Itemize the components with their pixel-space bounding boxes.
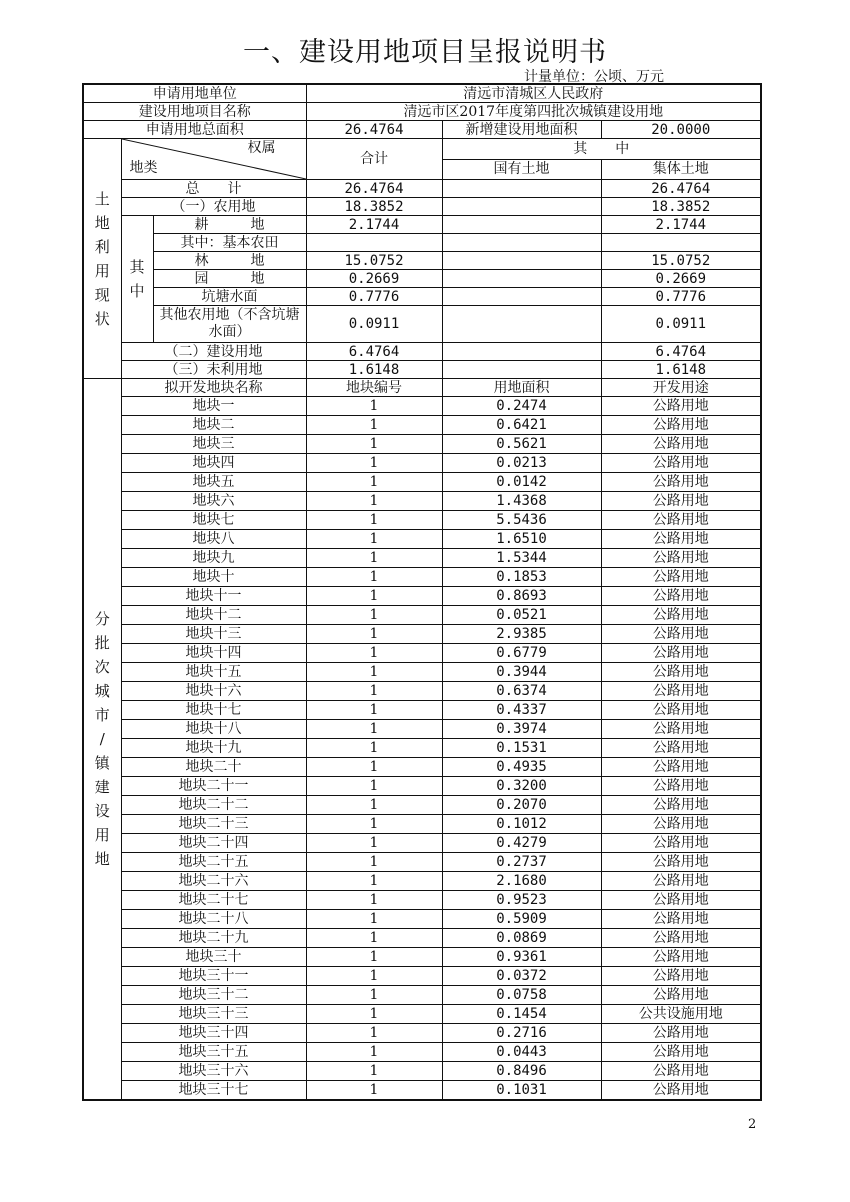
- plot-code: 1: [306, 454, 442, 473]
- plot-name: 地块十九: [121, 739, 306, 758]
- vertical-char: 中: [129, 282, 145, 300]
- landuse-row-construction: [83, 343, 761, 361]
- plot-name: 地块九: [121, 549, 306, 568]
- plot-code: 1: [306, 834, 442, 853]
- landuse-row-total-value: 0.2669: [306, 270, 442, 288]
- plot-code: 1: [306, 644, 442, 663]
- plot-area: 0.0142: [442, 473, 601, 492]
- plot-area: 0.2474: [442, 397, 601, 416]
- vertical-char: 现: [94, 285, 110, 304]
- plot-name: 地块十三: [121, 625, 306, 644]
- new-area-value: 20.0000: [601, 121, 761, 139]
- landuse-row-state-value: [442, 234, 601, 252]
- landuse-row-total-value: 18.3852: [306, 198, 442, 216]
- plot-row: [83, 777, 761, 796]
- plot-use: 公路用地: [601, 815, 761, 834]
- landuse-row-state-value: [442, 180, 601, 198]
- landuse-row-name: 总 计: [121, 180, 306, 198]
- landuse-row-total: [83, 180, 761, 198]
- plot-area: 0.0213: [442, 454, 601, 473]
- landuse-row-state-value: [442, 361, 601, 379]
- project-row: [83, 103, 761, 121]
- plot-use: 公路用地: [601, 663, 761, 682]
- plot-row: [83, 701, 761, 720]
- vertical-char: 地: [94, 850, 110, 868]
- plot-area: 0.0758: [442, 986, 601, 1005]
- plot-code: 1: [306, 568, 442, 587]
- plot-use: 公路用地: [601, 796, 761, 815]
- plot-row: [83, 568, 761, 587]
- document-title: 一、建设用地项目呈报说明书: [243, 37, 607, 68]
- vertical-char: 城: [94, 682, 110, 700]
- landuse-row-collective-value: 26.4764: [601, 180, 761, 198]
- landuse-row-name: （二）建设用地: [121, 343, 306, 361]
- plot-area: 0.4279: [442, 834, 601, 853]
- col-plot-use-header: 开发用途: [601, 379, 761, 397]
- land-use-form-table: [82, 83, 762, 1101]
- page-number: 2: [748, 1117, 757, 1132]
- plot-use: 公路用地: [601, 682, 761, 701]
- plot-code: 1: [306, 929, 442, 948]
- landuse-header-row-1: [83, 139, 761, 160]
- plot-area: 5.5436: [442, 511, 601, 530]
- plot-area: 0.1531: [442, 739, 601, 758]
- plot-area: 0.3974: [442, 720, 601, 739]
- plot-area: 0.8496: [442, 1062, 601, 1081]
- landuse-row-total-value: 26.4764: [306, 180, 442, 198]
- landuse-row-collective-value: 15.0752: [601, 252, 761, 270]
- diag-top-label: 权属: [247, 140, 276, 156]
- plot-name: 地块一: [121, 397, 306, 416]
- plot-area: 0.1454: [442, 1005, 601, 1024]
- plot-use: 公路用地: [601, 530, 761, 549]
- landuse-row-collective-value: 6.4764: [601, 343, 761, 361]
- vertical-char: 其: [129, 258, 145, 276]
- plot-area: 2.9385: [442, 625, 601, 644]
- plot-use: 公路用地: [601, 910, 761, 929]
- plot-area: 0.9361: [442, 948, 601, 967]
- plot-name: 地块七: [121, 511, 306, 530]
- plot-code: 1: [306, 397, 442, 416]
- plot-name: 地块十四: [121, 644, 306, 663]
- plot-name: 地块五: [121, 473, 306, 492]
- unit-label: 计量单位：公顷、万元: [524, 69, 664, 85]
- plot-row: [83, 416, 761, 435]
- plot-area: 0.6779: [442, 644, 601, 663]
- plot-use: 公路用地: [601, 435, 761, 454]
- plot-row: [83, 929, 761, 948]
- landuse-row-forest: [83, 252, 761, 270]
- col-plot-area-header: 用地面积: [442, 379, 601, 397]
- plot-code: 1: [306, 473, 442, 492]
- plot-area: 0.0869: [442, 929, 601, 948]
- plot-use: 公路用地: [601, 720, 761, 739]
- plot-row: [83, 758, 761, 777]
- plot-row: [83, 1005, 761, 1024]
- plot-row: [83, 815, 761, 834]
- plot-row: [83, 492, 761, 511]
- plot-row: [83, 720, 761, 739]
- plot-use: 公路用地: [601, 397, 761, 416]
- plot-row: [83, 606, 761, 625]
- landuse-row-total-value: 0.0911: [306, 306, 442, 343]
- plot-use: 公路用地: [601, 568, 761, 587]
- landuse-row-name: 园 地: [153, 270, 306, 288]
- plot-row: [83, 967, 761, 986]
- plot-name: 地块二十一: [121, 777, 306, 796]
- plot-use: 公路用地: [601, 549, 761, 568]
- landuse-row-total-value: 2.1744: [306, 216, 442, 234]
- plot-name: 地块二十九: [121, 929, 306, 948]
- qizhong-label: [121, 216, 153, 343]
- landuse-row-collective-value: [601, 234, 761, 252]
- plot-row: [83, 1081, 761, 1101]
- applicant-value: 清远市清城区人民政府: [306, 84, 761, 103]
- landuse-row-collective-value: 2.1744: [601, 216, 761, 234]
- plot-area: 0.1853: [442, 568, 601, 587]
- plot-row: [83, 891, 761, 910]
- plot-name: 地块二十二: [121, 796, 306, 815]
- plot-row: [83, 397, 761, 416]
- plot-name: 地块三: [121, 435, 306, 454]
- plot-name: 地块四: [121, 454, 306, 473]
- landuse-row-state-value: [442, 270, 601, 288]
- plot-use: 公路用地: [601, 967, 761, 986]
- plot-row: [83, 948, 761, 967]
- plot-name: 地块二十七: [121, 891, 306, 910]
- vertical-char: 状: [94, 309, 110, 328]
- plot-code: 1: [306, 853, 442, 872]
- project-label: 建设用地项目名称: [83, 103, 306, 121]
- landuse-row-pond: [83, 288, 761, 306]
- plot-use: 公路用地: [601, 1024, 761, 1043]
- plot-area: 0.6374: [442, 682, 601, 701]
- plot-row: [83, 796, 761, 815]
- plot-row: [83, 834, 761, 853]
- plot-area: 2.1680: [442, 872, 601, 891]
- project-value: 清远市区2017年度第四批次城镇建设用地: [306, 103, 761, 121]
- plot-use: 公路用地: [601, 929, 761, 948]
- plot-name: 地块十: [121, 568, 306, 587]
- plot-row: [83, 511, 761, 530]
- vertical-char: 土: [94, 189, 110, 208]
- plot-code: 1: [306, 492, 442, 511]
- plot-name: 地块二: [121, 416, 306, 435]
- vertical-char: 分: [94, 610, 110, 628]
- plot-name: 地块十八: [121, 720, 306, 739]
- plot-row: [83, 739, 761, 758]
- plot-row: [83, 435, 761, 454]
- plot-code: 1: [306, 1062, 442, 1081]
- plot-name: 地块八: [121, 530, 306, 549]
- plot-code: 1: [306, 682, 442, 701]
- landuse-row-state-value: [442, 343, 601, 361]
- landuse-row-garden: [83, 270, 761, 288]
- plot-name: 地块二十: [121, 758, 306, 777]
- plot-use: 公路用地: [601, 834, 761, 853]
- total-area-label: 申请用地总面积: [83, 121, 306, 139]
- plot-code: 1: [306, 530, 442, 549]
- plot-name: 地块三十五: [121, 1043, 306, 1062]
- plot-name: 地块三十: [121, 948, 306, 967]
- plot-use: 公路用地: [601, 644, 761, 663]
- plot-row: [83, 663, 761, 682]
- plot-use: 公路用地: [601, 473, 761, 492]
- landuse-row-name: 林 地: [153, 252, 306, 270]
- plot-name: 地块十五: [121, 663, 306, 682]
- landuse-row-state-value: [442, 252, 601, 270]
- plot-name: 地块三十二: [121, 986, 306, 1005]
- plot-area: 1.4368: [442, 492, 601, 511]
- plot-name: 地块十二: [121, 606, 306, 625]
- plot-area: 0.5909: [442, 910, 601, 929]
- plot-use: 公路用地: [601, 416, 761, 435]
- landuse-row-state-value: [442, 216, 601, 234]
- plot-row: [83, 986, 761, 1005]
- plot-area: 0.8693: [442, 587, 601, 606]
- plot-code: 1: [306, 549, 442, 568]
- plot-code: 1: [306, 435, 442, 454]
- landuse-row-total-value: 6.4764: [306, 343, 442, 361]
- plot-area: 0.4935: [442, 758, 601, 777]
- col-plot-name-header: 拟开发地块名称: [121, 379, 306, 397]
- plot-area: 0.2070: [442, 796, 601, 815]
- diag-bottom-label: 地类: [129, 160, 158, 176]
- landuse-row-cultivated: [83, 216, 761, 234]
- landuse-row-collective-value: 0.2669: [601, 270, 761, 288]
- plot-area: 1.5344: [442, 549, 601, 568]
- plot-area: 0.2716: [442, 1024, 601, 1043]
- vertical-char: 用: [94, 261, 110, 280]
- plot-code: 1: [306, 758, 442, 777]
- col-total-header: 合计: [306, 139, 442, 180]
- landuse-row-state-value: [442, 306, 601, 343]
- diagonal-header-cell: [121, 139, 306, 180]
- plot-name: 地块六: [121, 492, 306, 511]
- plot-code: 1: [306, 587, 442, 606]
- plot-row: [83, 644, 761, 663]
- plot-use: 公共设施用地: [601, 1005, 761, 1024]
- plot-row: [83, 1043, 761, 1062]
- plot-code: 1: [306, 1005, 442, 1024]
- plot-use: 公路用地: [601, 625, 761, 644]
- plot-name: 地块十六: [121, 682, 306, 701]
- plot-use: 公路用地: [601, 511, 761, 530]
- col-plot-code-header: 地块编号: [306, 379, 442, 397]
- landuse-row-total-value: 1.6148: [306, 361, 442, 379]
- landuse-row-name: 其他农用地（不含坑塘水面）: [153, 306, 306, 343]
- landuse-row-state-value: [442, 198, 601, 216]
- vertical-char: 用: [94, 826, 110, 844]
- area-row: [83, 121, 761, 139]
- applicant-row: [83, 84, 761, 103]
- landuse-row-collective-value: 1.6148: [601, 361, 761, 379]
- plot-code: 1: [306, 872, 442, 891]
- plot-area: 0.2737: [442, 853, 601, 872]
- plot-use: 公路用地: [601, 606, 761, 625]
- plot-area: 0.3944: [442, 663, 601, 682]
- plot-use: 公路用地: [601, 739, 761, 758]
- plot-name: 地块二十六: [121, 872, 306, 891]
- plot-code: 1: [306, 663, 442, 682]
- landuse-row-basic-farmland: [83, 234, 761, 252]
- plot-code: 1: [306, 815, 442, 834]
- plot-use: 公路用地: [601, 948, 761, 967]
- plot-code: 1: [306, 1043, 442, 1062]
- landuse-row-agricultural: [83, 198, 761, 216]
- plot-code: 1: [306, 910, 442, 929]
- vertical-char: /: [99, 730, 105, 748]
- plot-row: [83, 872, 761, 891]
- landuse-row-state-value: [442, 288, 601, 306]
- landuse-row-total-value: 15.0752: [306, 252, 442, 270]
- landuse-row-collective-value: 0.0911: [601, 306, 761, 343]
- plot-code: 1: [306, 739, 442, 758]
- plot-row: [83, 587, 761, 606]
- plot-row: [83, 910, 761, 929]
- landuse-row-unused: [83, 361, 761, 379]
- plot-name: 地块十一: [121, 587, 306, 606]
- plot-code: 1: [306, 777, 442, 796]
- plots-header-row: [83, 379, 761, 397]
- plot-use: 公路用地: [601, 986, 761, 1005]
- plot-row: [83, 473, 761, 492]
- applicant-label: 申请用地单位: [83, 84, 306, 103]
- plot-code: 1: [306, 701, 442, 720]
- landuse-row-total-value: 0.7776: [306, 288, 442, 306]
- plot-row: [83, 454, 761, 473]
- vertical-char: 建: [94, 778, 110, 796]
- plot-use: 公路用地: [601, 701, 761, 720]
- landuse-row-other-agricultural: [83, 306, 761, 343]
- plot-area: 0.0521: [442, 606, 601, 625]
- plot-area: 0.1031: [442, 1081, 601, 1101]
- plot-row: [83, 530, 761, 549]
- plot-name: 地块三十七: [121, 1081, 306, 1101]
- landuse-row-total-value: [306, 234, 442, 252]
- plot-use: 公路用地: [601, 853, 761, 872]
- landuse-row-name: 耕 地: [153, 216, 306, 234]
- plot-area: 0.0372: [442, 967, 601, 986]
- plot-row: [83, 682, 761, 701]
- vertical-char: 市: [94, 706, 110, 724]
- plot-code: 1: [306, 986, 442, 1005]
- landuse-row-collective-value: 18.3852: [601, 198, 761, 216]
- plot-name: 地块十七: [121, 701, 306, 720]
- plot-use: 公路用地: [601, 454, 761, 473]
- plot-area: 1.6510: [442, 530, 601, 549]
- landuse-row-name: （三）未利用地: [121, 361, 306, 379]
- new-area-label: 新增建设用地面积: [442, 121, 601, 139]
- vertical-char: 次: [94, 658, 110, 676]
- plots-section-label: [83, 379, 121, 1101]
- plot-name: 地块三十一: [121, 967, 306, 986]
- plot-row: [83, 549, 761, 568]
- plot-code: 1: [306, 967, 442, 986]
- plot-name: 地块二十五: [121, 853, 306, 872]
- plot-use: 公路用地: [601, 1062, 761, 1081]
- plot-name: 地块三十四: [121, 1024, 306, 1043]
- plot-area: 0.1012: [442, 815, 601, 834]
- plot-code: 1: [306, 720, 442, 739]
- plot-code: 1: [306, 1081, 442, 1101]
- landuse-row-name: 其中：基本农田: [153, 234, 306, 252]
- vertical-char: 利: [94, 237, 110, 256]
- plot-use: 公路用地: [601, 1043, 761, 1062]
- plot-area: 0.4337: [442, 701, 601, 720]
- plot-use: 公路用地: [601, 492, 761, 511]
- plot-name: 地块二十四: [121, 834, 306, 853]
- total-area-value: 26.4764: [306, 121, 442, 139]
- plot-code: 1: [306, 606, 442, 625]
- col-state-header: 国有土地: [442, 159, 601, 180]
- plot-code: 1: [306, 796, 442, 815]
- plot-code: 1: [306, 948, 442, 967]
- plot-row: [83, 1024, 761, 1043]
- col-among-header: 其 中: [442, 139, 761, 160]
- landuse-row-name: （一）农用地: [121, 198, 306, 216]
- vertical-char: 镇: [94, 754, 110, 772]
- plot-name: 地块三十三: [121, 1005, 306, 1024]
- vertical-char: 地: [94, 213, 110, 232]
- plot-code: 1: [306, 625, 442, 644]
- plot-code: 1: [306, 511, 442, 530]
- plot-area: 0.9523: [442, 891, 601, 910]
- landuse-row-name: 坑塘水面: [153, 288, 306, 306]
- plot-row: [83, 625, 761, 644]
- plot-row: [83, 1062, 761, 1081]
- plot-code: 1: [306, 416, 442, 435]
- plot-name: 地块二十八: [121, 910, 306, 929]
- plot-row: [83, 853, 761, 872]
- vertical-char: 批: [94, 634, 110, 652]
- col-collective-header: 集体土地: [601, 159, 761, 180]
- plot-use: 公路用地: [601, 777, 761, 796]
- plot-use: 公路用地: [601, 1081, 761, 1101]
- plot-name: 地块二十三: [121, 815, 306, 834]
- plot-use: 公路用地: [601, 758, 761, 777]
- plot-area: 0.5621: [442, 435, 601, 454]
- plot-code: 1: [306, 1024, 442, 1043]
- landuse-section-label: [83, 139, 121, 379]
- plot-use: 公路用地: [601, 872, 761, 891]
- plot-area: 0.6421: [442, 416, 601, 435]
- plot-code: 1: [306, 891, 442, 910]
- plot-area: 0.3200: [442, 777, 601, 796]
- plot-use: 公路用地: [601, 587, 761, 606]
- vertical-char: 设: [94, 802, 110, 820]
- plot-area: 0.0443: [442, 1043, 601, 1062]
- plot-use: 公路用地: [601, 891, 761, 910]
- plot-name: 地块三十六: [121, 1062, 306, 1081]
- landuse-row-collective-value: 0.7776: [601, 288, 761, 306]
